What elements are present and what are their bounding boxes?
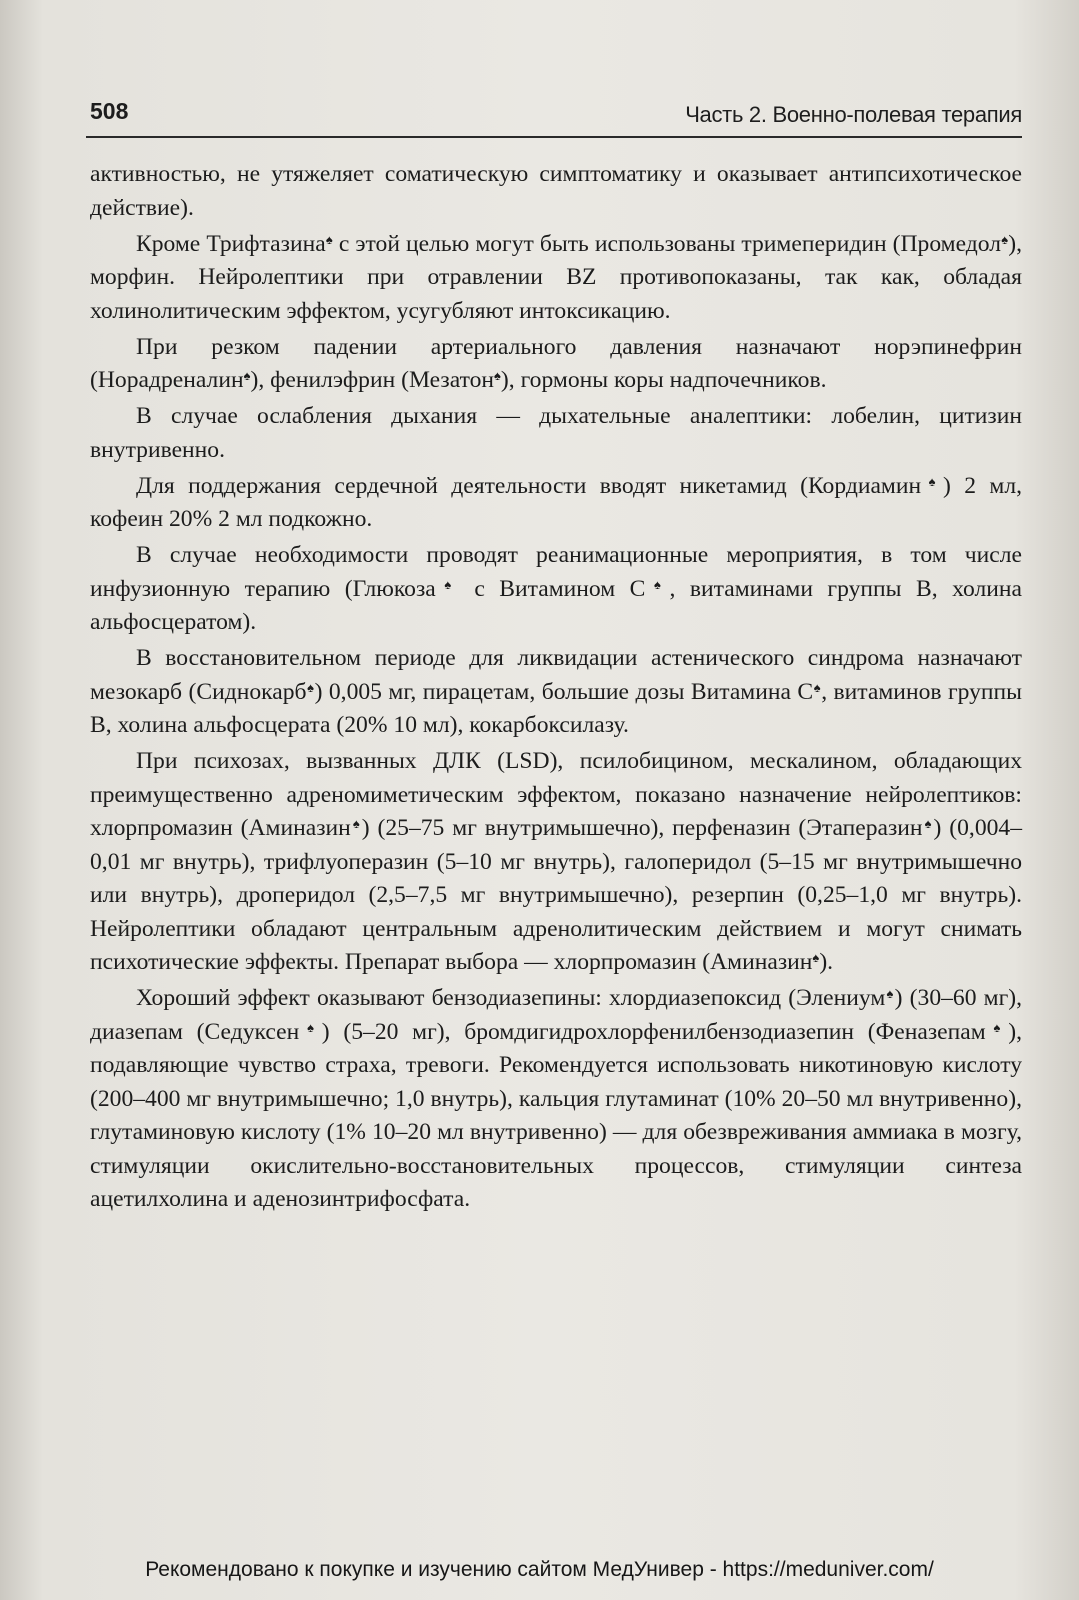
paragraph xyxy=(90,400,1022,467)
drug-mark-icon: ♠ xyxy=(306,679,315,695)
paragraph xyxy=(90,228,1022,329)
footer-link[interactable]: https://meduniver.com/ xyxy=(722,1558,934,1581)
drug-mark-icon: ♠ xyxy=(885,985,895,1001)
text-run: ), гормоны коры надпочечников. xyxy=(500,367,827,393)
paragraph xyxy=(90,745,1022,980)
drug-mark-icon: ♠ xyxy=(1001,231,1009,247)
drug-mark-icon: ♠ xyxy=(299,1019,322,1035)
running-header xyxy=(86,96,1022,138)
text-run: активностью, не утяжеляет соматическую симптоматику и оказывает антипсихотическое действие). xyxy=(90,161,1022,221)
text-run: с этой целью могут быть использованы тримеперидин (Промедол xyxy=(332,230,1002,257)
drug-mark-icon: ♠ xyxy=(985,1019,1009,1035)
text-run: В восстановительном периоде для ликвидации астенического синдрома назначают мезокарб (Сиднокарб xyxy=(90,645,1022,705)
text-run: Для поддержания сердечной деятельности вводят никетамид (Кордиамин xyxy=(136,472,922,499)
paragraph xyxy=(90,982,1022,1217)
text-run: ), подавляющие чувство страха, тревоги. Рекомендуется использовать никотиновую кислоту (200–400 мг внутримышечно; 1,0 внутрь), кальция глутаминат (10% 20–50 мл внутривенно), глутаминовую кислоту (1% 10–20 мл внутривенно) — для обезвреживания аммиака в мозгу, стимуляции окислительно-восстановительных процессов, стимуляции синтеза ацетилхолина и аденозинтрифосфата. xyxy=(90,1018,1022,1212)
drug-mark-icon: ♠ xyxy=(922,815,934,831)
paragraph xyxy=(90,158,1022,225)
text-run: ), морфин. Нейролептики при отравлении BZ противопоказаны, так как, обладая холинолитическим эффектом, усугубляют интоксикацию. xyxy=(90,230,1022,324)
text-run: ), фенилэфрин (Мезатон xyxy=(250,367,495,393)
page-number: 508 xyxy=(90,98,129,124)
paragraph xyxy=(90,642,1022,743)
text-run: ) (25–75 мг внутримышечно), перфеназин (Этаперазин xyxy=(361,815,923,841)
drug-mark-icon: ♠ xyxy=(243,367,251,383)
footer xyxy=(0,1558,1079,1582)
text-run: ) (30–60 мг), диазепам (Седуксен xyxy=(90,985,1022,1045)
drug-mark-icon: ♠ xyxy=(812,949,820,965)
text-run: ) (0,004–0,01 мг внутрь), трифлуоперазин (5–10 мг внутрь), галоперидол (5–15 мг внутримышечно или внутрь), дроперидол (2,5–7,5 мг внутримышечно), резерпин (0,25–1,0 мг внутрь). Нейролептики обладают центральным адренолитическим действием и могут снимать психотические эффекты. Препарат выбора — хлорпромазин (Аминазин xyxy=(90,815,1023,975)
body-text xyxy=(90,158,1022,1217)
text-run: ). xyxy=(819,949,834,975)
footer-text: Рекомендовано к покупке и изучению сайтом МедУнивер - xyxy=(145,1558,723,1581)
text-run: В случае необходимости проводят реанимационные мероприятия, в том числе инфузионную терапию (Глюкоза xyxy=(90,542,1022,602)
text-run: При психозах, вызванных ДЛК (LSD), псилобицином, мескалином, обладающих преимущественно адреномиметическим эффектом, показано назначение нейролептиков: хлорпромазин (Аминазин xyxy=(90,748,1022,841)
text-run: Кроме Трифтазина xyxy=(136,230,326,257)
paragraph xyxy=(90,470,1022,537)
drug-mark-icon: ♠ xyxy=(325,231,333,247)
running-title: Часть 2. Военно-полевая терапия xyxy=(685,102,1022,127)
text-run: ) (5–20 мг), бромдигидрохлорфенилбензодиазепин (Феназепам xyxy=(321,1018,986,1045)
drug-mark-icon: ♠ xyxy=(494,367,501,383)
text-run: При резком падении артериального давления назначают норэпинефрин (Норадреналин xyxy=(90,333,1022,393)
drug-mark-icon: ♠ xyxy=(645,576,670,592)
text-run: с Витамином С xyxy=(459,575,646,602)
drug-mark-icon: ♠ xyxy=(921,473,943,489)
text-run: Хороший эффект оказывают бензодиазепины: хлордиазепоксид (Элениум xyxy=(136,985,886,1011)
paragraph xyxy=(90,331,1022,398)
text-run: ) 2 мл, кофеин 20% 2 мл подкожно. xyxy=(90,472,1023,532)
text-run: , витаминами группы В, холина альфосцератом). xyxy=(90,575,1022,635)
text-run: ) 0,005 мг, пирацетам, большие дозы Витамина С xyxy=(314,678,814,705)
paragraph xyxy=(90,539,1022,640)
text-run: В случае ослабления дыхания — дыхательные аналептики: лобелин, цитизин внутривенно. xyxy=(90,403,1022,463)
drug-mark-icon: ♠ xyxy=(435,576,460,592)
drug-mark-icon: ♠ xyxy=(813,679,822,695)
text-run: , витаминов группы В, холина альфосцерата (20% 10 мл), кокарбоксилазу. xyxy=(90,678,1023,738)
drug-mark-icon: ♠ xyxy=(350,815,362,831)
